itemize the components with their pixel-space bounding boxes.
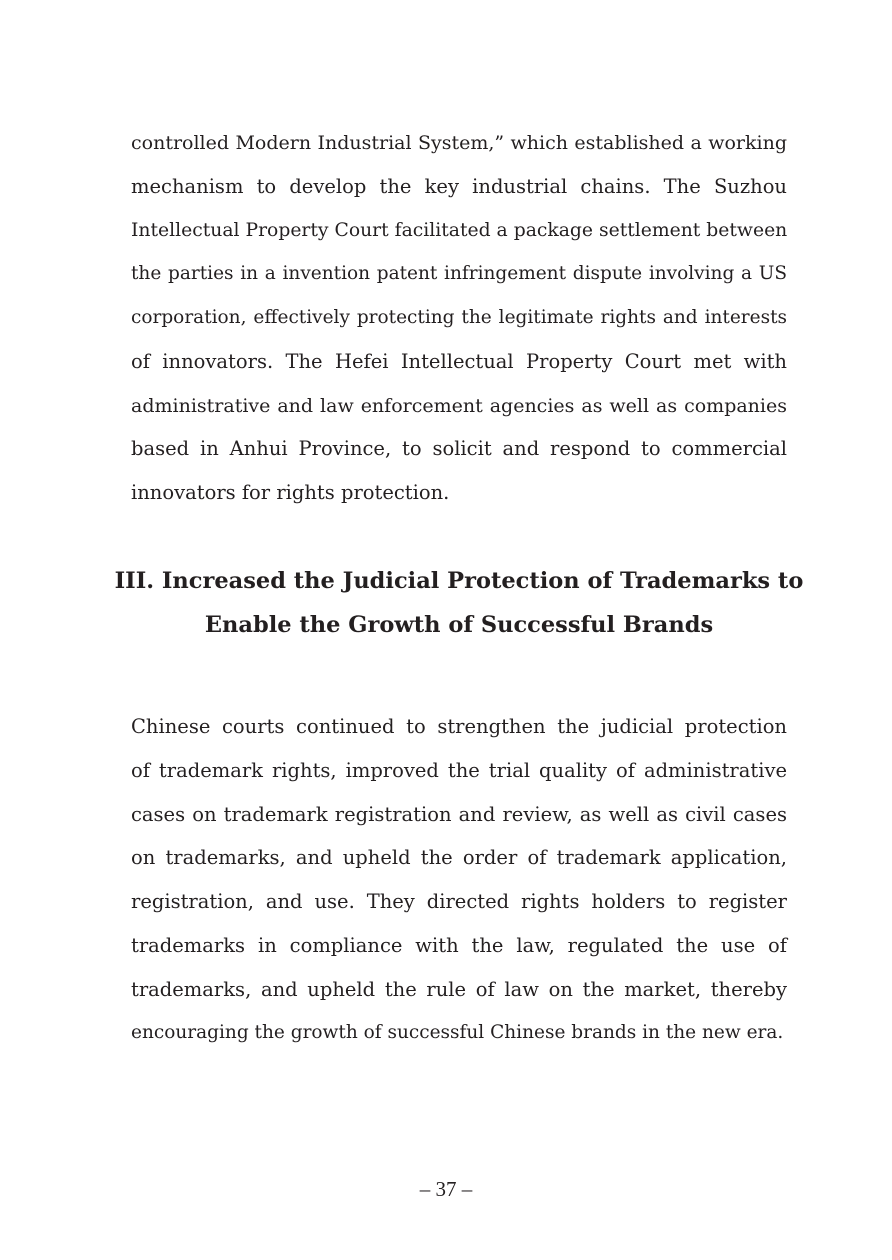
paragraph-line: registration, and use. They directed rights holders to register — [131, 890, 787, 913]
paragraph-line: of trademark rights, improved the trial quality of administrative — [131, 758, 787, 782]
paragraph-line: Chinese courts continued to strengthen the judicial protection — [131, 715, 787, 738]
paragraph-line: trademarks, and upheld the rule of law on the market, thereby — [131, 977, 787, 1001]
page-number: – 37 – — [419, 1177, 473, 1201]
paragraph-line: on trademarks, and upheld the order of trademark application, — [131, 846, 787, 870]
paragraph-line: Intellectual Property Court facilitated a package settlement between — [131, 219, 788, 241]
paragraph-line: controlled Modern Industrial System,” which established a working — [131, 132, 787, 154]
paragraph-line: mechanism to develop the key industrial chains. The Suzhou — [131, 174, 787, 198]
paragraph-line: of innovators. The Hefei Intellectual Property Court met with — [131, 349, 787, 373]
paragraph-line: based in Anhui Province, to solicit and respond to commercial — [131, 437, 787, 461]
paragraph-line: corporation, effectively protecting the legitimate rights and interests — [131, 307, 787, 328]
paragraph-line: the parties in a invention patent infringement dispute involving a US — [131, 263, 787, 285]
paragraph-line: innovators for rights protection. — [131, 481, 450, 504]
paragraph-line: administrative and law enforcement agencies as well as companies — [131, 394, 787, 417]
section-heading-line: III. Increased the Judicial Protection of Trademarks to — [114, 568, 804, 594]
section-heading — [100, 566, 818, 654]
body-paragraph-2 — [131, 714, 787, 1064]
paragraph-line: trademarks in compliance with the law, regulated the use of — [131, 933, 787, 957]
paragraph-line: encouraging the growth of successful Chinese brands in the new era. — [131, 1022, 784, 1044]
section-heading-line: Enable the Growth of Successful Brands — [204, 612, 714, 638]
paragraph-line: cases on trademark registration and review, as well as civil cases — [131, 802, 787, 826]
body-paragraph-1 — [131, 130, 787, 524]
